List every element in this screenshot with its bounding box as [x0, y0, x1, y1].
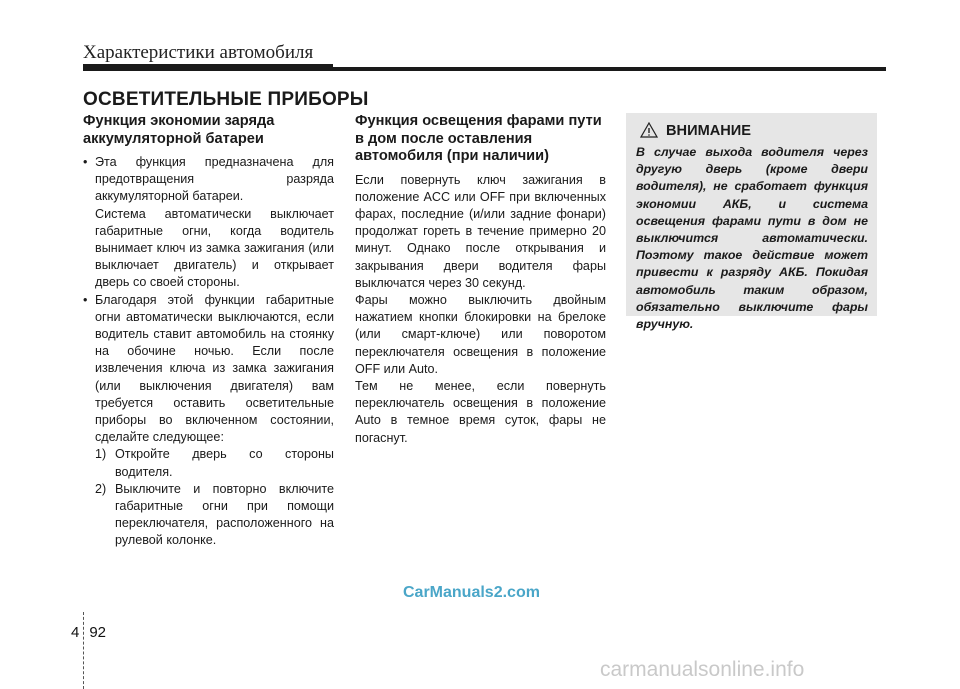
watermark-carmanualsonline: carmanualsonline.info [600, 658, 805, 681]
bullet-glyph: • [83, 292, 88, 307]
running-header: Характеристики автомобиля [83, 42, 314, 63]
section-title: ОСВЕТИТЕЛЬНЫЕ ПРИБОРЫ [83, 89, 369, 110]
page-number [71, 624, 106, 641]
step-item [83, 446, 334, 480]
watermark-carmanuals2: CarManuals2.com [403, 584, 540, 601]
bullet-paragraph: Система автоматически выключает габаритные огни, когда водитель вынимает ключ из замка зажигания (или выключает двигатель) и открывает дверь со своей стороны. [95, 206, 334, 290]
list-item [83, 292, 334, 447]
paragraph: Фары можно выключить двойным нажатием кнопки блокировки на брелоке (или смарт-ключе) или поворотом переключателя освещения в положение OFF или Auto. [355, 292, 606, 376]
battery-saver-heading: Функция экономии заряда аккумуляторной батареи [83, 113, 275, 147]
chapter-number: 4 [71, 624, 80, 641]
paragraph: Тем не менее, если повернуть переключатель освещения в положение Auto в темное время суток, фары не погаснут. [355, 378, 606, 445]
bullet-glyph: • [83, 155, 88, 169]
step-text: Выключите и повторно включите габаритные огни при помощи переключателя, расположенного на рулевой колонке. [115, 481, 334, 548]
step-item [83, 481, 334, 550]
warning-triangle-icon [640, 122, 658, 138]
escort-lights-heading: Функция освещения фарами пути в дом после оставления автомобиля (при наличии) [355, 113, 602, 164]
column-battery-saver [83, 113, 334, 550]
header-rule-accent [83, 64, 333, 71]
bullet-text: Эта функция предназначена для предотвращения разряда аккумуляторной батареи. [95, 155, 334, 204]
list-item [83, 154, 334, 206]
column-escort-lights [355, 113, 606, 447]
warning-title: ВНИМАНИЕ [666, 123, 752, 139]
warning-box [626, 113, 877, 332]
paragraph: Если повернуть ключ зажигания в положение ACC или OFF при включенных фарах, последние (и/или задние фонари) продолжат гореть в течение примерно 20 минут. Однако после открывания и закрывания двери водителя фары выключатся через 30 секунд. [355, 172, 606, 290]
step-number: 2) [95, 481, 107, 496]
page-number-value: 92 [89, 624, 107, 641]
step-number: 1) [95, 447, 107, 462]
warning-text: В случае выхода водителя через другую дверь (кроме двери водителя), не сработает функция экономии АКБ, и система освещения фарами пути в дом не выключится автоматически. Поэтому такое действие может привести к разряду АКБ. Покидая автомобиль таким образом, обязательно выключите фары вручную. [636, 145, 868, 332]
step-text: Откройте дверь со стороны водителя. [115, 447, 334, 479]
bullet-text: Благодаря этой функции габаритные огни автоматически выключаются, если водитель ставит автомобиль на стоянку на обочине ночью. Если после извлечения ключа из замка зажигания (или выключения двигателя) вам требуется оставить осветительные приборы во включенном состоянии, сделайте следующее: [95, 292, 334, 445]
